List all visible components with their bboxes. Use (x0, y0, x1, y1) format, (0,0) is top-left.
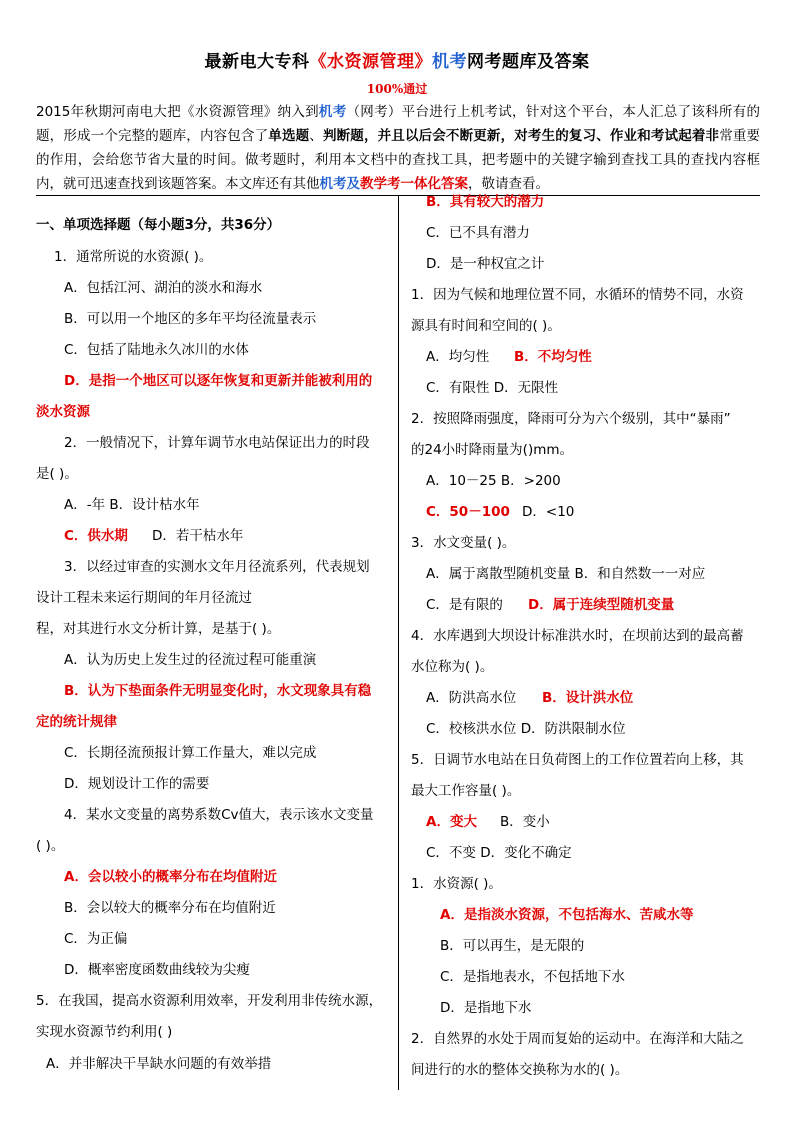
left-column-line: B．会以较大的概率分布在均值附近 (64, 900, 276, 916)
right-column-line: B．可以再生，是无限的 (440, 938, 585, 954)
left-column-line: D．概率密度函数曲线较为尖瘦 (64, 962, 250, 978)
right-column-line: 2．按照降雨强度，降雨可分为六个级别，其中“暴雨” (411, 411, 731, 427)
intro-bold: ，并且以后会不断更新，对考生的复习、作业和考试起着非 (363, 128, 720, 144)
left-column-line: A．-年 B．设计枯水年 (64, 497, 200, 513)
left-column-line: 2．一般情况下，计算年调节水电站保证出力的时段 (64, 435, 370, 451)
intro-paragraph (36, 100, 760, 196)
right-column-line: A．10－25 B．>200 (426, 473, 561, 489)
document-title (0, 47, 794, 72)
right-column-line: 1．因为气候和地理位置不同，水循环的情势不同，水资 (411, 287, 744, 303)
right-column-line: D．<10 (522, 504, 575, 520)
intro-bold: 单选题 (268, 128, 310, 144)
left-column-line: C．包括了陆地永久冰川的水体 (64, 342, 249, 358)
column-divider (398, 195, 399, 1090)
left-column-line: 定的统计规律 (36, 714, 117, 730)
left-column-line: C．长期径流预报计算工作量大，难以完成 (64, 745, 317, 761)
intro-link-jikao[interactable]: 机考 (318, 104, 347, 120)
right-column-line: C．50－100 (426, 504, 510, 520)
left-column-line: A．并非解决干旱缺水问题的有效举措 (46, 1056, 272, 1072)
right-column-line: C．不变 D．变化不确定 (426, 845, 572, 861)
right-column-line: A．属于离散型随机变量 B．和自然数一一对应 (426, 566, 706, 582)
intro-text: 2015年秋期河南电大把《水资源管理》纳入到 (36, 104, 319, 120)
left-column-line: B．可以用一个地区的多年平均径流量表示 (64, 311, 317, 327)
right-column-line: C．校核洪水位 D．防洪限制水位 (426, 721, 626, 737)
right-column-line: B．变小 (500, 814, 550, 830)
right-column-line: A．变大 (426, 814, 477, 830)
title-part-2: 《水资源管理》 (309, 52, 432, 72)
right-column-line: C．有限性 D．无限性 (426, 380, 559, 396)
title-part-3: 机考 (432, 52, 467, 72)
right-column-line: 水位称为( )。 (411, 659, 494, 675)
intro-link-teaching[interactable]: 教学考一体化答案 (360, 176, 468, 192)
right-column-line: 4．水库遇到大坝设计标准洪水时，在坝前达到的最高蓄 (411, 628, 744, 644)
intro-text: 、 (309, 128, 323, 144)
intro-text: ，敬请查看。 (468, 176, 549, 192)
left-column-line: D．是指一个地区可以逐年恢复和更新并能被利用的 (64, 373, 373, 389)
left-column-line: 3．以经过审查的实测水文年月径流系列，代表规划 (64, 559, 370, 575)
intro-text: 及 (346, 176, 360, 192)
left-column-line: 一、单项选择题（每小题3分，共36分） (36, 217, 281, 233)
intro-bold: 判断题 (322, 128, 364, 144)
left-column-line: 5．在我国，提高水资源利用效率，开发利用非传统水源， (36, 993, 383, 1009)
right-column-line: C．是有限的 (426, 597, 503, 613)
intro-link-jikao-2[interactable]: 机考 (319, 176, 347, 192)
intro-text: 找内容框内，就可迅速查找到该题答案。本文库还有其他 (36, 152, 761, 192)
left-column-line: C．供水期 (64, 528, 128, 544)
left-column-line: D．若干枯水年 (152, 528, 244, 544)
intro-text: 的题，形成一个完整的题库，内容包含了 (36, 104, 761, 144)
left-column-line: A．包括江河、湖泊的淡水和海水 (64, 280, 263, 296)
left-column-line: 4．某水文变量的离势系数Cv值大，表示该水文变量 (64, 807, 374, 823)
left-column-line: D．规划设计工作的需要 (64, 776, 210, 792)
left-column-line: 实现水资源节约利用( ) (36, 1024, 173, 1040)
right-column-line: 3．水文变量( )。 (411, 535, 516, 551)
title-part-1: 最新电大专科 (204, 52, 310, 72)
right-column-line: 5．日调节水电站在日负荷图上的工作位置若向上移，其 (411, 752, 744, 768)
right-column-line: C．已不具有潜力 (426, 225, 530, 241)
left-column-line: ( )。 (36, 838, 65, 854)
left-column-line: 设计工程未来运行期间的年月径流过 (36, 590, 252, 606)
right-column-line: 2．自然界的水处于周而复始的运动中。在海洋和大陆之 (411, 1031, 744, 1047)
left-column-line: A．认为历史上发生过的径流过程可能重演 (64, 652, 317, 668)
right-column-line: A．是指淡水资源，不包括海水、苦咸水等 (440, 907, 694, 923)
right-column-line: 的24小时降雨量为()mm。 (411, 442, 574, 458)
right-column-line: C．是指地表水，不包括地下水 (440, 969, 625, 985)
left-column-line: 1．通常所说的水资源( )。 (54, 249, 213, 265)
right-column-line: 最大工作容量( )。 (411, 783, 521, 799)
intro-text: 常重要的作用，会给您节省大量的时间。做考题时，利用本文档中的查找工具，把考题中的关键字输到查找工具的查 (36, 128, 761, 168)
pass-label: 100%通过 (366, 82, 428, 96)
right-column-line: D．属于连续型随机变量 (528, 597, 675, 613)
title-part-4: 网考题库及答案 (467, 52, 590, 72)
right-column-line: 1．水资源( )。 (411, 876, 502, 892)
left-column-line: 程，对其进行水文分析计算，是基于( )。 (36, 621, 281, 637)
left-column-line: C．为正偏 (64, 931, 128, 947)
right-column-line: A．防洪高水位 (426, 690, 517, 706)
right-column-line: B．设计洪水位 (542, 690, 634, 706)
right-column-line: D．是指地下水 (440, 1000, 532, 1016)
left-column-line: 是( )。 (36, 466, 78, 482)
right-column-line: 间进行的水的整体交换称为水的( )。 (411, 1062, 629, 1078)
right-column-line: D．是一种权宜之计 (426, 256, 545, 272)
right-column-line: A．均匀性 (426, 349, 490, 365)
left-column-line: 淡水资源 (36, 404, 90, 420)
right-column-line: B．具有较大的潜力 (426, 194, 545, 210)
intro-text: （网考）平台进行上机考试，针对这个平台，本人汇总了该科所有 (346, 104, 747, 120)
left-column-line: A．会以较小的概率分布在均值附近 (64, 869, 277, 885)
right-column-line: 源具有时间和空间的( )。 (411, 318, 561, 334)
left-column-line: B．认为下垫面条件无明显变化时，水文现象具有稳 (64, 683, 372, 699)
right-column-line: B．不均匀性 (514, 349, 592, 365)
